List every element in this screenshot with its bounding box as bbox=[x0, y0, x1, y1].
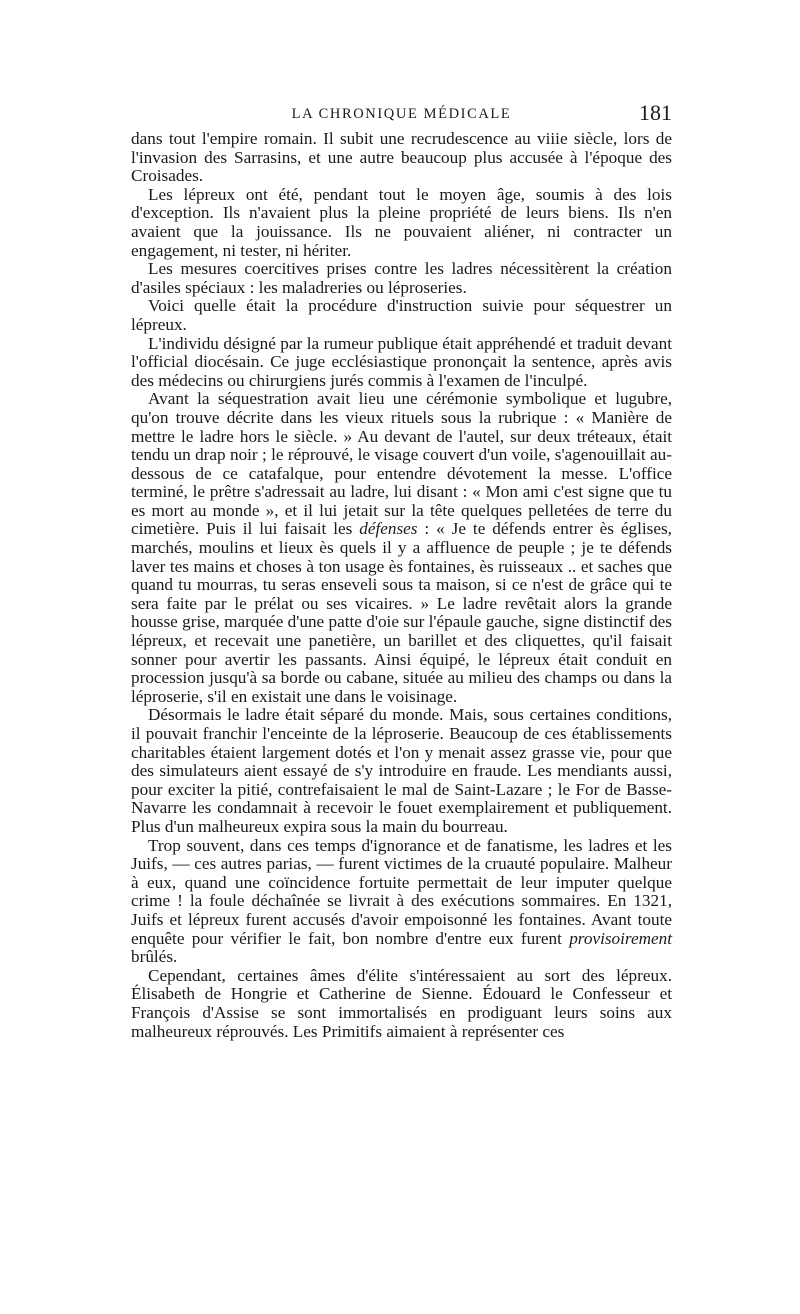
paragraph-1: dans tout l'empire romain. Il subit une recrudescence au viiie siècle, lors de l'invasion des Sarrasins, et une autre beaucoup plus accusée à l'époque des Croisades. bbox=[131, 129, 672, 186]
paragraph-3: Les mesures coercitives prises contre les ladres nécessitèrent la création d'asiles spéciaux : les maladreries ou léproseries. bbox=[131, 259, 672, 297]
paragraph-6-emphasis: défenses bbox=[359, 519, 418, 539]
paragraph-6 bbox=[131, 390, 672, 706]
paragraph-4: Voici quelle était la procédure d'instruction suivie pour séquestrer un lépreux. bbox=[131, 296, 672, 334]
paragraph-6-text-a: Avant la séquestration avait lieu une cérémonie symbolique et lugubre, qu'on trouve décrite dans les vieux rituels sous la rubrique : « Manière de mettre le ladre hors le siècle. » Au devant de l'autel, sur deux tréteaux, était tendu un drap noir ; le réprouvé, le visage couvert d'un voile, s'agenouillait au-dessous de ce catafalque, pour entendre dévotement la messe. L'office terminé, le prêtre s'adressait au ladre, lui disant : « Mon ami c'est signe que tu es mort au monde », et il lui jetait sur la tête quelques pelletées de terre du cimetière. Puis il lui faisait les bbox=[131, 389, 672, 539]
running-header bbox=[131, 100, 672, 130]
page-number: 181 bbox=[639, 100, 672, 125]
paragraph-8-text-a: Trop souvent, dans ces temps d'ignorance et de fanatisme, les ladres et les Juifs, — ces autres parias, — furent victimes de la cruauté populaire. Malheur à eux, quand une coïncidence fortuite permettait de leur imputer quelque crime ! la foule déchaînée se livrait à des exécutions sommaires. En 1321, Juifs et lépreux furent accusés d'avoir empoisonné les fontaines. Avant toute enquête pour vérifier le fait, bon nombre d'entre eux furent bbox=[131, 835, 672, 948]
paragraph-2: Les lépreux ont été, pendant tout le moyen âge, soumis à des lois d'exception. Ils n'avaient plus la pleine propriété de leurs biens. Ils n'en avaient que la jouissance. Ils ne pouvaient aliéner, ni contracter un engagement, ni tester, ni hériter. bbox=[131, 184, 672, 260]
paragraph-9: Cependant, certaines âmes d'élite s'intéressaient au sort des lépreux. Élisabeth de Hongrie et Catherine de Sienne. Édouard le Confesseur et François d'Assise se sont immortalisés en prodiguant leurs soins aux malheureux réprouvés. Les Primitifs aimaient à représenter ces bbox=[131, 965, 672, 1041]
page bbox=[131, 100, 672, 1041]
paragraph-7: Désormais le ladre était séparé du monde. Mais, sous certaines conditions, il pouvait franchir l'enceinte de la léproserie. Beaucoup de ces établissements charitables étaient largement dotés et l'on y menait assez grasse vie, pour que des simulateurs aient essayé de s'y introduire en fraude. Les mendiants aussi, pour exciter la pitié, contrefaisaient le mal de Saint-Lazare ; le For de Basse-Navarre les condamnait à recevoir le fouet exemplairement et publiquement. Plus d'un malheureux expira sous la main du bourreau. bbox=[131, 705, 672, 836]
running-title: LA CHRONIQUE MÉDICALE bbox=[291, 106, 512, 122]
paragraph-5: L'individu désigné par la rumeur publique était appréhendé et traduit devant l'official diocésain. Ce juge ecclésiastique prononçait la sentence, après avis des médecins ou chirurgiens jurés commis à l'examen de l'inculpé. bbox=[131, 333, 672, 390]
paragraph-6-text-b: : « Je te défends entrer ès églises, marchés, moulins et lieux ès quels il y a affluence de peuple ; je te défends laver tes mains et choses à ton usage ès fontaines, ès ruisseaux .. et saches que quand tu mourras, tu seras enseveli sous ta maison, si ce n'est de grâce qui te sera faite par le prélat ou ses vicaires. » Le ladre revêtait alors la grande housse grise, marquée d'une patte d'oie sur l'épaule gauche, signe distinctif des lépreux, et recevait une panetière, un barillet et des cliquettes, qu'il faisait sonner pour avertir les passants. Ainsi équipé, le lépreux était conduit en procession jusqu'à sa borde ou cabane, située au milieu des champs ou dans la léproserie, s'il en existait une dans le voisinage. bbox=[131, 519, 672, 706]
body-text bbox=[131, 130, 672, 1041]
paragraph-8-text-b: brûlés. bbox=[131, 947, 178, 967]
paragraph-8 bbox=[131, 837, 672, 967]
paragraph-8-emphasis: provisoirement bbox=[569, 928, 672, 948]
